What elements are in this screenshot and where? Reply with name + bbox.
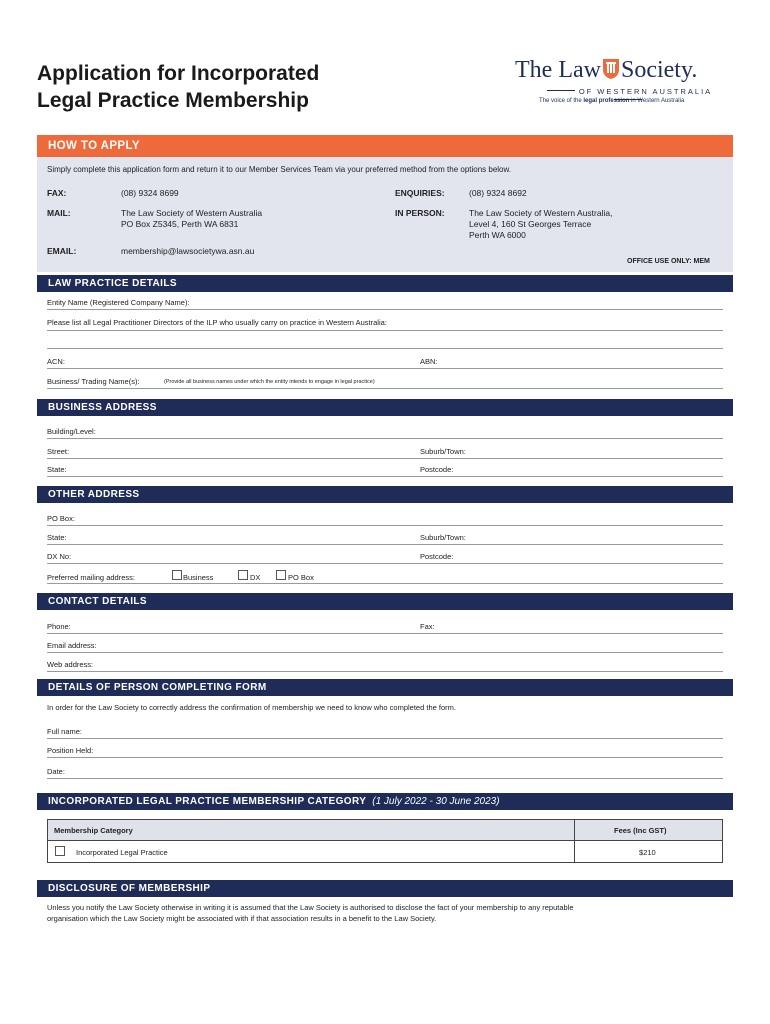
po-box-option-label: PO Box [288,573,314,582]
position-held-field[interactable] [47,757,723,758]
acn-label: ACN: [47,357,65,366]
in-person-line-3: Perth WA 6000 [469,230,526,240]
contact-details-heading: CONTACT DETAILS [37,593,733,610]
other-state-suburb-field[interactable] [47,544,723,545]
enquiries-value: (08) 9324 8692 [469,188,527,198]
dx-checkbox[interactable] [238,570,248,580]
page-title [37,60,319,114]
business-option-label: Business [183,573,214,582]
directors-field-1[interactable] [47,330,723,331]
phone-fax-field[interactable] [47,633,723,634]
business-checkbox[interactable] [172,570,182,580]
phone-label: Phone: [47,622,71,631]
other-postcode-label: Postcode: [420,552,454,561]
dx-option-label: DX [250,573,261,582]
title-line-2: Legal Practice Membership [37,89,309,112]
membership-category-heading [37,793,733,810]
logo-name-part2: Society. [620,57,698,83]
email-address-label: Email address: [47,641,97,650]
person-intro: In order for the Law Society to correctly address the confirmation of membership we need to know who completed the form. [47,703,456,712]
suburb-label: Suburb/Town: [420,447,466,456]
dx-no-label: DX No: [47,552,72,561]
fax-label: FAX: [47,188,67,198]
full-name-field[interactable] [47,738,723,739]
incorporated-legal-practice-label: Incorporated Legal Practice [76,848,168,857]
disclosure-line-2: organisation which the Law Society might be associated with if that association results in a benefit to the Law Society. [47,914,437,923]
email-value[interactable]: membership@lawsocietywa.asn.au [121,246,255,256]
apply-intro: Simply complete this application form and return it to our Member Services Team via your preferred method from the options below. [47,165,512,174]
street-suburb-field[interactable] [47,458,723,459]
mail-line-1: The Law Society of Western Australia [121,208,263,218]
in-person-line-2: Level 4, 160 St Georges Terrace [469,219,592,229]
email-label: EMAIL: [47,246,77,256]
title-line-1: Application for Incorporated [37,62,320,85]
incorporated-legal-practice-fee: $210 [639,848,656,857]
state-label: State: [47,465,67,474]
date-field[interactable] [47,778,723,779]
po-box-field[interactable] [47,525,723,526]
logo-name-part1: The Law [515,57,601,83]
po-box-label: PO Box: [47,514,75,523]
email-address-field[interactable] [47,652,723,653]
entity-name-field[interactable] [47,309,723,310]
preferred-mailing-underline [47,583,723,584]
mail-line-2: PO Box Z5345, Perth WA 6831 [121,219,239,229]
law-practice-heading: LAW PRACTICE DETAILS [37,275,733,292]
street-label: Street: [47,447,70,456]
col-membership-category: Membership Category [54,826,133,835]
in-person-label: IN PERSON: [395,208,445,218]
business-address-heading: BUSINESS ADDRESS [37,399,733,416]
date-label: Date: [47,767,65,776]
position-held-label: Position Held: [47,746,94,755]
abn-label: ABN: [420,357,438,366]
disclosure-heading: DISCLOSURE OF MEMBERSHIP [37,880,733,897]
logo-wordmark [515,56,697,84]
office-use-only: OFFICE USE ONLY: MEM [627,258,710,265]
other-state-label: State: [47,533,67,542]
crest-icon [601,56,621,80]
law-society-logo [515,56,730,108]
directors-field-2[interactable] [47,348,723,349]
membership-table-divider [574,820,575,862]
in-person-line-1: The Law Society of Western Australia, [469,208,613,218]
logo-tagline: The voice of the legal profession in Western Australia [539,98,685,104]
membership-period: (1 July 2022 - 30 June 2023) [372,796,500,807]
how-to-apply-heading: HOW TO APPLY [37,135,733,157]
web-address-field[interactable] [47,671,723,672]
enquiries-label: ENQUIRIES: [395,188,445,198]
membership-category-title: INCORPORATED LEGAL PRACTICE MEMBERSHIP CATEGORY [48,796,367,807]
business-names-note: (Provide all business names under which the entity intends to engage in legal practice) [164,379,375,385]
business-names-label: Business/ Trading Name(s): [47,377,140,386]
person-details-heading: DETAILS OF PERSON COMPLETING FORM [37,679,733,696]
full-name-label: Full name: [47,727,83,736]
other-address-heading: OTHER ADDRESS [37,486,733,503]
business-names-field[interactable] [47,388,723,389]
state-postcode-field[interactable] [47,476,723,477]
po-box-checkbox[interactable] [276,570,286,580]
other-suburb-label: Suburb/Town: [420,533,466,542]
preferred-mailing-label: Preferred mailing address: [47,573,135,582]
web-address-label: Web address: [47,660,94,669]
fax-field-label: Fax: [420,622,435,631]
dx-postcode-field[interactable] [47,563,723,564]
incorporated-legal-practice-checkbox[interactable] [55,846,65,856]
fax-value: (08) 9324 8699 [121,188,179,198]
col-fees: Fees (Inc GST) [614,826,667,835]
logo-subtitle: OF WESTERN AUSTRALIA [535,87,720,105]
mail-label: MAIL: [47,208,71,218]
acn-abn-field[interactable] [47,368,723,369]
directors-label: Please list all Legal Practitioner Directors of the ILP who usually carry on practice in Western Australia: [47,318,387,327]
building-label: Building/Level: [47,427,96,436]
building-field[interactable] [47,438,723,439]
postcode-label: Postcode: [420,465,454,474]
disclosure-line-1: Unless you notify the Law Society otherwise in writing it is assumed that the Law Society is authorised to disclose the fact of your membership to any reputable [47,903,574,912]
membership-table [47,819,723,863]
entity-name-label: Entity Name (Registered Company Name): [47,298,190,307]
